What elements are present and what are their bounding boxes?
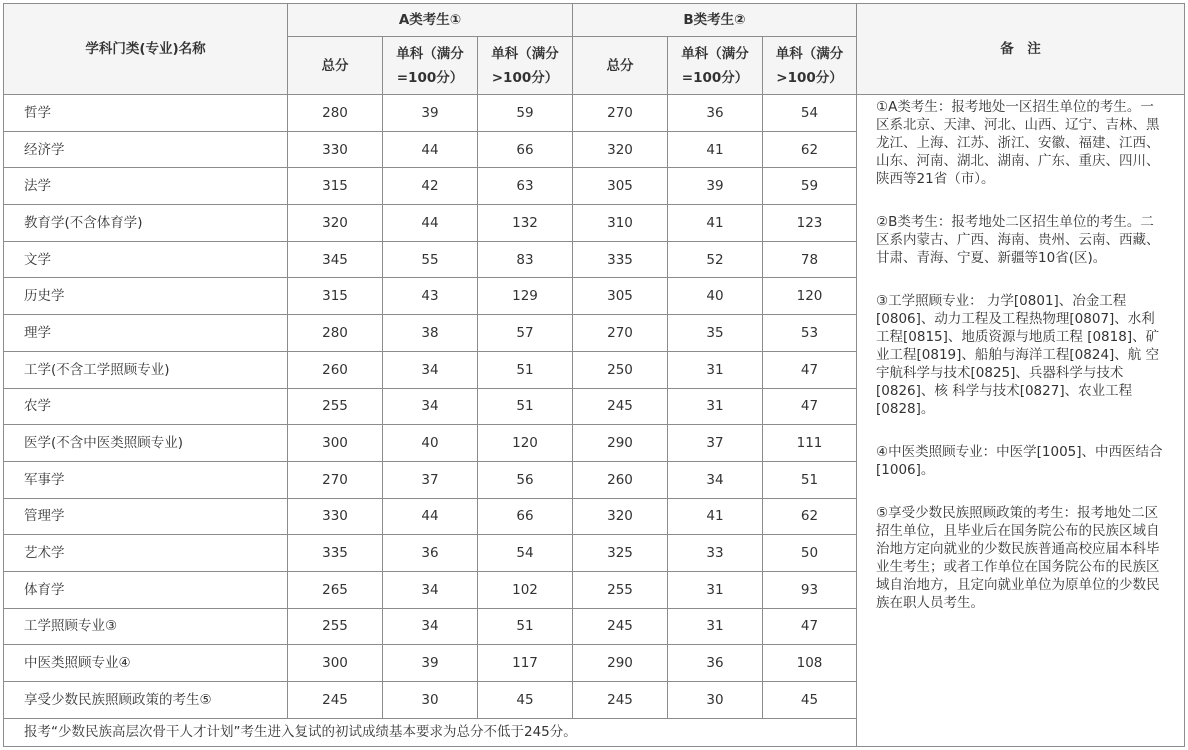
score-a-s100: 43	[383, 278, 478, 315]
note-5: ⑤享受少数民族照顾政策的考生：报考地处二区招生单位，且毕业后在国务院公布的民族区域自治地方定向就业的少数民族普通高校应届本科毕业生考生；或者工作单位在国务院公布的民族区域自治地方，且定向就业单位为原单位的少数民族在职人员考生。	[876, 505, 1160, 611]
score-b-s100: 41	[668, 131, 763, 168]
subject-name: 工学(不含工学照顾专业)	[4, 351, 288, 388]
score-b-total: 245	[573, 682, 668, 719]
subject-name: 医学(不含中医类照顾专业)	[4, 425, 288, 462]
score-a-sover: 120	[478, 425, 573, 462]
score-b-total: 310	[573, 205, 668, 242]
subject-name: 历史学	[4, 278, 288, 315]
subject-name: 中医类照顾专业④	[4, 645, 288, 682]
b-single-over-header	[763, 37, 857, 95]
score-a-sover: 56	[478, 461, 573, 498]
score-a-sover: 45	[478, 682, 573, 719]
b-single-100-header	[668, 37, 763, 95]
score-b-s100: 34	[668, 461, 763, 498]
score-b-s100: 52	[668, 241, 763, 278]
b-single-100-line1: 单科（满分	[681, 45, 749, 62]
subject-name: 农学	[4, 388, 288, 425]
score-b-sover: 54	[763, 95, 857, 132]
score-a-sover: 54	[478, 535, 573, 572]
score-b-total: 255	[573, 571, 668, 608]
score-b-sover: 111	[763, 425, 857, 462]
score-b-s100: 31	[668, 351, 763, 388]
score-b-sover: 93	[763, 571, 857, 608]
subject-name: 理学	[4, 315, 288, 352]
score-b-sover: 51	[763, 461, 857, 498]
score-a-s100: 44	[383, 498, 478, 535]
score-a-total: 330	[288, 131, 383, 168]
a-single-over-line2: >100分）	[491, 69, 559, 86]
score-a-sover: 63	[478, 168, 573, 205]
score-b-sover: 45	[763, 682, 857, 719]
score-b-total: 320	[573, 131, 668, 168]
score-b-s100: 41	[668, 498, 763, 535]
score-a-s100: 36	[383, 535, 478, 572]
score-b-sover: 123	[763, 205, 857, 242]
score-b-s100: 35	[668, 315, 763, 352]
score-b-s100: 36	[668, 645, 763, 682]
score-b-s100: 36	[668, 95, 763, 132]
score-b-sover: 108	[763, 645, 857, 682]
subject-header: 学科门类(专业)名称	[4, 4, 288, 95]
note-3: ③工学照顾专业： 力学[0801]、冶金工程[0806]、动力工程及工程热物理[0807]、水利工程[0815]、地质资源与地质工程 [0818]、矿业工程[0819]、船舶与海洋工程[0824]、航 空宇航科学与技术[0825]、兵器科学与技术[0826]、核 科学与技术[0827]、农业工程[0828]。	[876, 293, 1160, 417]
score-a-sover: 83	[478, 241, 573, 278]
score-a-sover: 59	[478, 95, 573, 132]
subject-name: 法学	[4, 168, 288, 205]
score-a-total: 300	[288, 425, 383, 462]
score-a-total: 255	[288, 388, 383, 425]
subject-name: 享受少数民族照顾政策的考生⑤	[4, 682, 288, 719]
subject-name: 经济学	[4, 131, 288, 168]
score-b-sover: 78	[763, 241, 857, 278]
score-a-s100: 42	[383, 168, 478, 205]
b-total-header: 总分	[573, 37, 668, 95]
note-4: ④中医类照顾专业：中医学[1005]、中西医结合[1006]。	[876, 444, 1163, 478]
score-b-total: 305	[573, 278, 668, 315]
score-b-total: 245	[573, 608, 668, 645]
score-b-s100: 31	[668, 571, 763, 608]
a-single-over-line1: 单科（满分	[491, 45, 559, 62]
score-b-sover: 47	[763, 608, 857, 645]
score-a-s100: 34	[383, 351, 478, 388]
score-b-s100: 31	[668, 388, 763, 425]
score-a-total: 330	[288, 498, 383, 535]
score-b-s100: 37	[668, 425, 763, 462]
group-b-header: B类考生②	[573, 4, 857, 37]
b-single-over-line1: 单科（满分	[775, 45, 844, 62]
score-a-s100: 44	[383, 131, 478, 168]
a-single-100-line1: 单科（满分	[396, 45, 464, 62]
score-b-s100: 30	[668, 682, 763, 719]
score-b-total: 270	[573, 315, 668, 352]
score-b-total: 305	[573, 168, 668, 205]
score-b-sover: 47	[763, 388, 857, 425]
score-a-total: 315	[288, 168, 383, 205]
note-2: ②B类考生：报考地处二区招生单位的考生。二区系内蒙古、广西、海南、贵州、云南、西藏、甘肃、青海、宁夏、新疆等10省(区)。	[876, 214, 1160, 266]
score-b-s100: 41	[668, 205, 763, 242]
score-a-sover: 132	[478, 205, 573, 242]
score-b-total: 335	[573, 241, 668, 278]
subject-name: 哲学	[4, 95, 288, 132]
score-a-sover: 129	[478, 278, 573, 315]
score-a-sover: 51	[478, 388, 573, 425]
table-row	[4, 95, 1185, 132]
score-a-sover: 66	[478, 498, 573, 535]
score-a-total: 315	[288, 278, 383, 315]
score-b-sover: 47	[763, 351, 857, 388]
score-a-total: 245	[288, 682, 383, 719]
score-a-sover: 102	[478, 571, 573, 608]
score-a-s100: 39	[383, 95, 478, 132]
score-b-s100: 31	[668, 608, 763, 645]
score-a-s100: 55	[383, 241, 478, 278]
a-single-over-header	[478, 37, 573, 95]
b-single-over-line2: >100分）	[776, 69, 843, 86]
score-b-total: 245	[573, 388, 668, 425]
score-a-sover: 57	[478, 315, 573, 352]
a-single-100-line2: =100分）	[396, 69, 464, 86]
score-b-s100: 33	[668, 535, 763, 572]
score-b-total: 250	[573, 351, 668, 388]
score-a-s100: 37	[383, 461, 478, 498]
score-a-s100: 44	[383, 205, 478, 242]
score-b-s100: 39	[668, 168, 763, 205]
subject-name: 管理学	[4, 498, 288, 535]
footer-note: 报考“少数民族高层次骨干人才计划”考生进入复试的初试成绩基本要求为总分不低于245分。	[4, 718, 857, 746]
subject-name: 艺术学	[4, 535, 288, 572]
score-b-sover: 62	[763, 498, 857, 535]
a-single-100-header	[383, 37, 478, 95]
b-single-100-line2: =100分）	[681, 69, 749, 86]
remarks-notes	[857, 95, 1185, 747]
remarks-header: 备 注	[857, 4, 1185, 95]
score-a-total: 255	[288, 608, 383, 645]
subject-name: 教育学(不含体育学)	[4, 205, 288, 242]
score-b-sover: 59	[763, 168, 857, 205]
subject-name: 工学照顾专业③	[4, 608, 288, 645]
score-b-sover: 120	[763, 278, 857, 315]
score-a-total: 280	[288, 315, 383, 352]
a-total-header: 总分	[288, 37, 383, 95]
score-a-total: 270	[288, 461, 383, 498]
score-a-total: 300	[288, 645, 383, 682]
score-a-s100: 30	[383, 682, 478, 719]
score-a-total: 260	[288, 351, 383, 388]
score-table	[3, 3, 1185, 747]
score-a-s100: 34	[383, 388, 478, 425]
score-a-total: 280	[288, 95, 383, 132]
score-b-sover: 50	[763, 535, 857, 572]
score-a-total: 265	[288, 571, 383, 608]
score-b-s100: 40	[668, 278, 763, 315]
score-b-sover: 62	[763, 131, 857, 168]
score-a-sover: 66	[478, 131, 573, 168]
score-a-sover: 51	[478, 608, 573, 645]
score-a-s100: 38	[383, 315, 478, 352]
score-a-total: 345	[288, 241, 383, 278]
score-b-total: 325	[573, 535, 668, 572]
score-a-total: 335	[288, 535, 383, 572]
subject-name: 体育学	[4, 571, 288, 608]
score-table-container	[3, 3, 1185, 747]
subject-name: 文学	[4, 241, 288, 278]
note-1: ①A类考生：报考地处一区招生单位的考生。一区系北京、天津、河北、山西、辽宁、吉林、黑龙江、上海、江苏、浙江、安徽、福建、江西、山东、河南、湖北、湖南、广东、重庆、四川、陕西等21省（市）。	[876, 99, 1160, 187]
score-b-total: 270	[573, 95, 668, 132]
group-a-header: A类考生①	[288, 4, 573, 37]
subject-name: 军事学	[4, 461, 288, 498]
score-a-s100: 39	[383, 645, 478, 682]
score-b-total: 290	[573, 425, 668, 462]
score-a-sover: 117	[478, 645, 573, 682]
score-a-s100: 34	[383, 608, 478, 645]
score-b-total: 260	[573, 461, 668, 498]
score-b-sover: 53	[763, 315, 857, 352]
score-b-total: 320	[573, 498, 668, 535]
score-b-total: 290	[573, 645, 668, 682]
score-a-total: 320	[288, 205, 383, 242]
score-a-s100: 40	[383, 425, 478, 462]
score-a-sover: 51	[478, 351, 573, 388]
score-a-s100: 34	[383, 571, 478, 608]
